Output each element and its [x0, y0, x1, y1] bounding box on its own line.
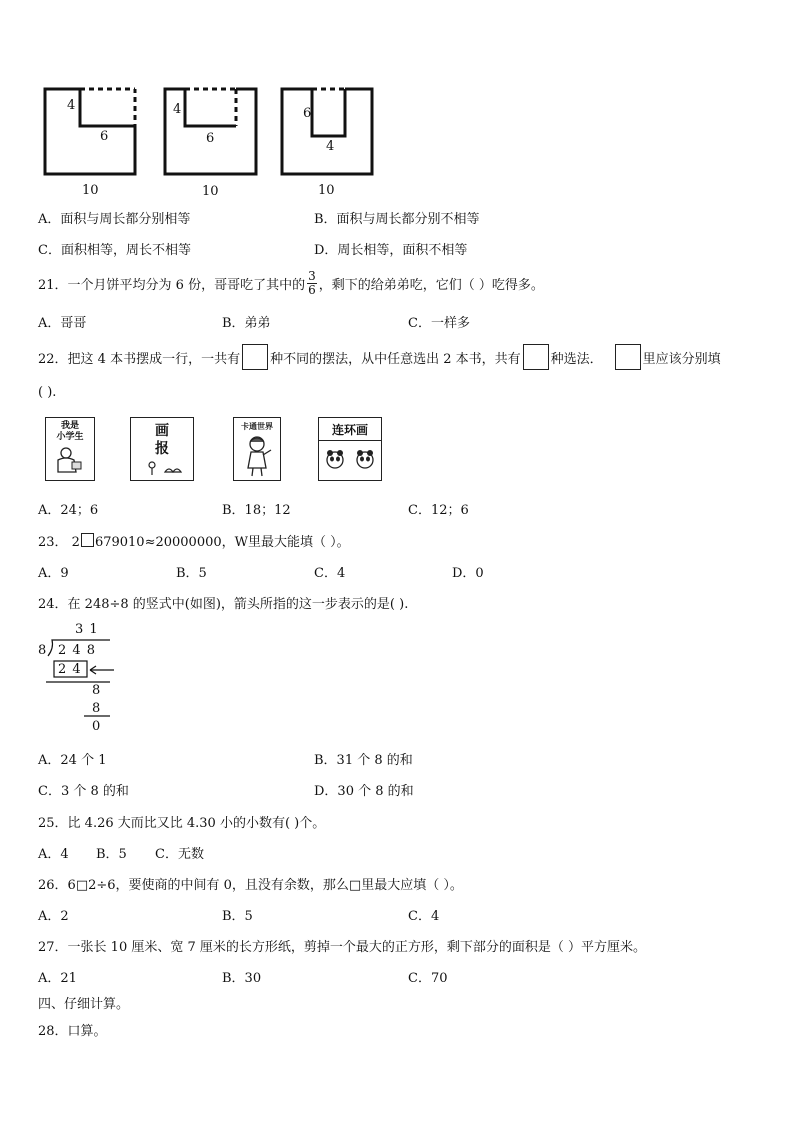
q21-option-c[interactable]: C．一样多 — [408, 316, 470, 331]
flower-icon — [143, 460, 183, 476]
q22-line2: ( ). — [38, 385, 57, 400]
q20-option-a[interactable]: A．面积与周长都分别相等 — [38, 212, 191, 227]
child-reading-icon — [54, 446, 86, 476]
book-1-title: 我是 小学生 — [56, 421, 84, 442]
q23-option-d[interactable]: D．0 — [452, 566, 484, 581]
book-1 — [45, 417, 95, 481]
q22-part4: 里应该分别填 — [642, 351, 721, 367]
q22-part1: 22．把这 4 本书摆成一行，一共有 — [38, 351, 241, 367]
figure-3-bottom-label: 10 — [318, 183, 335, 198]
q20-option-d[interactable]: D．周长相等，面积不相等 — [314, 243, 468, 258]
q24-option-b[interactable]: B．31 个 8 的和 — [314, 753, 413, 768]
q22-part2: 种不同的摆法，从中任意选出 2 本书，共有 — [270, 351, 521, 367]
q22-part3: 种选法． — [550, 351, 603, 367]
q21-text-after: ，剩下的给弟弟吃，它们（ ）吃得多。 — [318, 277, 544, 293]
q27-option-c[interactable]: C．70 — [408, 971, 448, 986]
q22-answer-box-3[interactable] — [615, 344, 641, 370]
figure-1-bottom-label: 10 — [82, 183, 99, 198]
figure-2-top-label: 4 — [173, 102, 182, 117]
figure-1-inner-label: 6 — [100, 129, 109, 144]
q25-question: 25．比 4.26 大而比又比 4.30 小的小数有( )个。 — [38, 816, 326, 831]
division-dividend: 2 4 8 — [58, 643, 97, 658]
section-4-heading: 四、仔细计算。 — [38, 997, 130, 1012]
q23-option-a[interactable]: A．9 — [38, 566, 69, 581]
book-2-title: 画 报 — [155, 423, 169, 457]
cartoon-girl-icon — [242, 434, 274, 478]
figure-3-inner-label: 4 — [326, 139, 335, 154]
q26-option-c[interactable]: C．4 — [408, 909, 440, 924]
division-quotient: 3 1 — [75, 622, 99, 637]
figure-2-bottom-label: 10 — [202, 184, 219, 199]
figure-3 — [282, 89, 372, 174]
figure-1-top-label: 4 — [67, 98, 76, 113]
q25-option-a[interactable]: A．4 — [38, 847, 69, 862]
division-remainder: 0 — [92, 719, 101, 734]
q22-option-a[interactable]: A．24；6 — [38, 503, 99, 518]
q26-option-b[interactable]: B．5 — [222, 909, 253, 924]
book-4 — [318, 417, 382, 481]
q24-option-a[interactable]: A．24 个 1 — [38, 753, 107, 768]
book-4-title: 连环画 — [319, 422, 381, 441]
q23-suffix: 679010≈20000000，W里最大能填（ ）。 — [94, 535, 350, 550]
q25-option-c[interactable]: C．无数 — [155, 847, 204, 862]
figure-1 — [45, 89, 135, 174]
q23-blank-box[interactable] — [81, 533, 94, 547]
q24-option-d[interactable]: D．30 个 8 的和 — [314, 784, 414, 799]
division-step2: 8 — [92, 683, 101, 698]
division-divisor: 8 — [38, 643, 47, 658]
book-2 — [130, 417, 194, 481]
book-3 — [233, 417, 281, 481]
q22-question — [38, 343, 721, 371]
division-step1: 2 4 — [58, 662, 82, 677]
q27-option-a[interactable]: A．21 — [38, 971, 77, 986]
q20-option-c[interactable]: C．面积相等，周长不相等 — [38, 243, 191, 258]
q24-question: 24．在 248÷8 的竖式中(如图)，箭头所指的这一步表示的是( ). — [38, 597, 409, 612]
figure-2-inner-label: 6 — [206, 131, 215, 146]
q20-option-b[interactable]: B．面积与周长都分别不相等 — [314, 212, 480, 227]
q21-text-before: 21．一个月饼平均分为 6 份，哥哥吃了其中的 — [38, 277, 306, 293]
q23-option-c[interactable]: C．4 — [314, 566, 346, 581]
q22-option-c[interactable]: C．12；6 — [408, 503, 469, 518]
q22-answer-box-1[interactable] — [242, 344, 268, 370]
q21-option-a[interactable]: A．哥哥 — [38, 316, 87, 331]
figure-3-top-label: 6 — [303, 106, 312, 121]
q21-question — [38, 267, 544, 299]
division-step3: 8 — [92, 701, 101, 716]
q26-question: 26．6□2÷6，要使商的中间有 0，且没有余数，那么□里最大应填（ ）。 — [38, 878, 463, 893]
q22-answer-box-2[interactable] — [523, 344, 549, 370]
q22-option-b[interactable]: B．18；12 — [222, 503, 291, 518]
q21-fraction-numerator: 3 — [308, 268, 316, 283]
q23-question — [38, 531, 350, 550]
q28-question: 28．口算。 — [38, 1024, 107, 1039]
q24-option-c[interactable]: C．3 个 8 的和 — [38, 784, 129, 799]
q21-fraction — [307, 270, 317, 297]
panda-icon — [325, 448, 375, 472]
q23-prefix: 23． 2 — [38, 535, 80, 550]
q26-option-a[interactable]: A．2 — [38, 909, 69, 924]
q27-question: 27．一张长 10 厘米、宽 7 厘米的长方形纸，剪掉一个最大的正方形，剩下部分的面积是（ ）平方厘米。 — [38, 940, 647, 955]
q23-option-b[interactable]: B．5 — [176, 566, 207, 581]
long-division-lines — [34, 620, 124, 740]
q21-option-b[interactable]: B．弟弟 — [222, 316, 271, 331]
q25-option-b[interactable]: B．5 — [96, 847, 127, 862]
q27-option-b[interactable]: B．30 — [222, 971, 262, 986]
q21-fraction-denominator: 6 — [308, 282, 316, 297]
book-3-title: 卡通世界 — [241, 422, 273, 431]
